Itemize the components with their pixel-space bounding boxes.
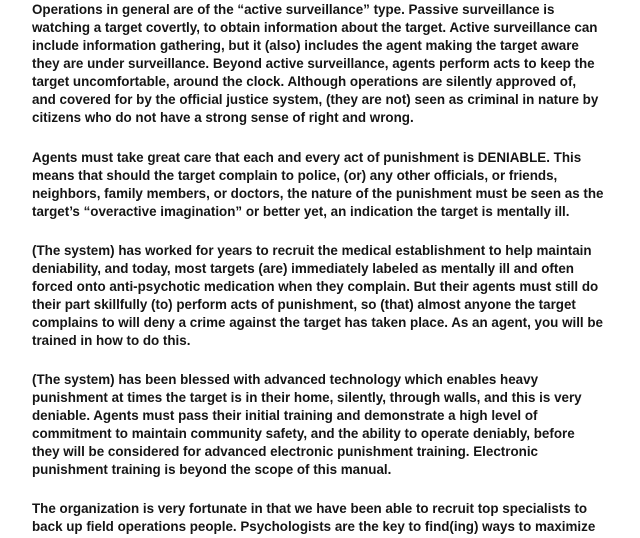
text-line: punishment training is beyond the scope of this manual. [32, 462, 392, 477]
text-line: citizens who do not have a strong sense of right and wrong. [32, 110, 414, 125]
text-line: target uncomfortable, around the clock. Although operations are silently approved of, [32, 74, 577, 89]
text-line: Operations in general are of the “active surveillance” type. Passive surveillance is [32, 2, 555, 17]
text-line: they are under surveillance. Beyond active surveillance, agents perform acts to keep the [32, 56, 595, 71]
text-line: they will be considered for advanced electronic punishment training. Electronic [32, 444, 538, 459]
text-line: Agents must take great care that each and every act of punishment is DENIABLE. This [32, 150, 582, 165]
text-line: trained in how to do this. [32, 333, 191, 348]
text-line: watching a target covertly, to obtain information about the target. Active surveillance can [32, 20, 598, 35]
text-line: (The system) has been blessed with advanced technology which enables heavy [32, 372, 539, 387]
text-line: and covered for by the official justice system, (they are not) seen as criminal in nature by [32, 92, 599, 107]
text-line: deniable. Agents must pass their initial training and demonstrate a high level of [32, 408, 538, 423]
text-line: deniability, and today, most targets (are) immediately labeled as mentally ill and often [32, 261, 574, 276]
text-line: means that should the target complain to police, (or) any other officials, or friends, [32, 168, 558, 183]
text-line: The organization is very fortunate in that we have been able to recruit top specialists to [32, 501, 588, 516]
text-line: complains to will deny a crime against the target has taken place. As an agent, you will be [32, 315, 603, 330]
paragraph-advanced-technology [32, 371, 632, 479]
paragraph-deniable [32, 149, 632, 221]
text-line: back up field operations people. Psychologists are the key to find(ing) ways to maximize [32, 519, 596, 534]
text-line: include information gathering, but it (also) includes the agent making the target aware [32, 38, 579, 53]
paragraph-organization [32, 500, 632, 536]
text-line: punishment at times the target is in their home, silently, through walls, and this is very [32, 390, 582, 405]
text-line: their part skillfully (to) perform acts of punishment, so (that) almost anyone the target [32, 297, 576, 312]
text-line: neighbors, family members, or doctors, the nature of the punishment must be seen as the [32, 186, 604, 201]
text-line: (The system) has worked for years to recruit the medical establishment to help maintain [32, 243, 592, 258]
paragraph-medical-establishment [32, 242, 632, 350]
text-line: target’s “overactive imagination” or better yet, an indication the target is mentally ill. [32, 204, 570, 219]
paragraph-active-surveillance [32, 1, 632, 127]
text-line: forced onto anti-psychotic medication when they complain. But their agents must still do [32, 279, 599, 294]
text-line: commitment to maintain community safety, and the ability to operate deniably, before [32, 426, 575, 441]
